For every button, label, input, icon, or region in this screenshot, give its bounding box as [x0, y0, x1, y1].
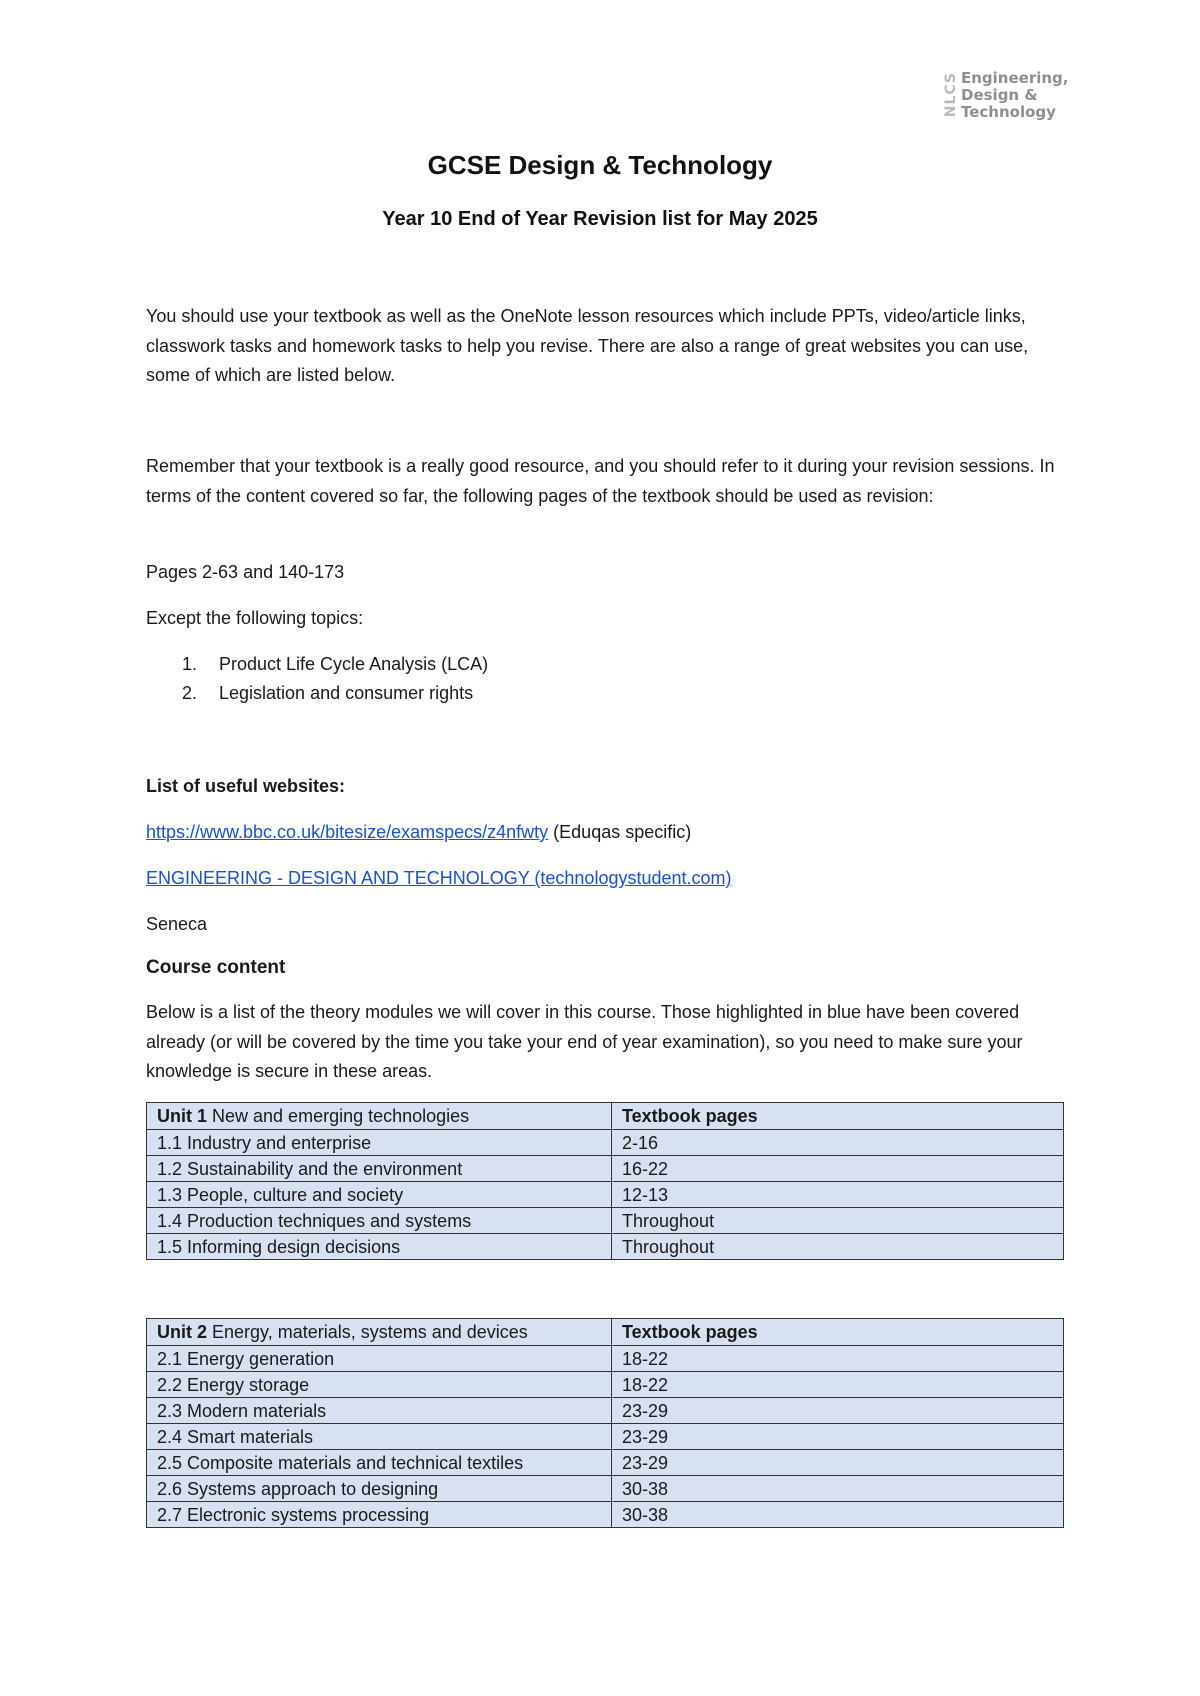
unit-title: New and emerging technologies [207, 1106, 470, 1126]
table-row [147, 1502, 1064, 1528]
pages-header-cell: Textbook pages [612, 1103, 1064, 1130]
topic-cell: 2.4 Smart materials [147, 1424, 612, 1450]
pages-cell: 2-16 [612, 1130, 1064, 1156]
pages-cell: 30-38 [612, 1502, 1064, 1528]
topic-cell: 2.5 Composite materials and technical textiles [147, 1450, 612, 1476]
pages-cell: 18-22 [612, 1372, 1064, 1398]
logo-text [961, 70, 1068, 121]
pages-text: Pages 2-63 and 140-173 [146, 562, 345, 582]
technologystudent-link[interactable]: ENGINEERING - DESIGN AND TECHNOLOGY (technologystudent.com) [146, 868, 732, 888]
logo-line: Technology [961, 103, 1056, 121]
document-title: GCSE Design & Technology [427, 150, 773, 180]
topic-cell: 1.4 Production techniques and systems [147, 1208, 612, 1234]
course-paragraph: Below is a list of the theory modules we will cover in this course. Those highlighted in blue have been covered already (or will be covered by the time you take your end of year examination), so you need to make sure your knowledge is secure in these areas. [146, 1002, 1023, 1081]
topic-cell: 2.1 Energy generation [147, 1346, 612, 1372]
list-text: Product Life Cycle Analysis (LCA) [219, 654, 489, 674]
unit-title-cell [147, 1319, 612, 1346]
bbc-line [146, 820, 691, 844]
table-row [147, 1182, 1064, 1208]
seneca-text: Seneca [146, 914, 208, 934]
table-row [147, 1156, 1064, 1182]
list-number: 1. [182, 654, 198, 674]
pages-cell: 23-29 [612, 1450, 1064, 1476]
logo-line: Design & [961, 86, 1038, 104]
intro-paragraph: You should use your textbook as well as the OneNote lesson resources which include PPTs, video/article links, classwork tasks and homework tasks to help you revise. There are also a range of great websites you can use, some of which are listed below. [146, 306, 1029, 385]
except-text: Except the following topics: [146, 608, 364, 628]
remember-paragraph: Remember that your textbook is a really good resource, and you should refer to it during your revision sessions. In terms of the content covered so far, the following pages of the textbook should be used as revision: [146, 456, 1055, 506]
pages-cell: 23-29 [612, 1398, 1064, 1424]
table-row [147, 1424, 1064, 1450]
table-row [147, 1398, 1064, 1424]
logo-line: Engineering, [961, 69, 1069, 87]
topic-cell: 1.3 People, culture and society [147, 1182, 612, 1208]
table-row [147, 1234, 1064, 1260]
table-header-row [147, 1103, 1064, 1130]
pages-cell: Throughout [612, 1208, 1064, 1234]
unit-title: Energy, materials, systems and devices [207, 1322, 528, 1342]
pages-cell: Throughout [612, 1234, 1064, 1260]
table-row [147, 1372, 1064, 1398]
unit1-table [146, 1102, 1064, 1260]
pages-cell: 23-29 [612, 1424, 1064, 1450]
table-row [147, 1130, 1064, 1156]
topic-cell: 2.7 Electronic systems processing [147, 1502, 612, 1528]
topic-cell: 1.5 Informing design decisions [147, 1234, 612, 1260]
bbc-bitesize-link[interactable]: https://www.bbc.co.uk/bitesize/examspecs/z4nfwty [146, 822, 549, 842]
nlcs-logo [943, 69, 1069, 122]
pages-cell: 30-38 [612, 1476, 1064, 1502]
topic-cell: 1.2 Sustainability and the environment [147, 1156, 612, 1182]
table-row [147, 1450, 1064, 1476]
document-subtitle: Year 10 End of Year Revision list for May 2025 [382, 208, 818, 230]
pages-header-cell: Textbook pages [612, 1319, 1064, 1346]
list-number: 2. [182, 683, 198, 703]
unit-label: Unit 2 [157, 1322, 208, 1342]
bbc-note: (Eduqas specific) [548, 822, 692, 842]
table-header-row [147, 1319, 1064, 1346]
unit-title-cell [147, 1103, 612, 1130]
unit2-table [146, 1318, 1064, 1528]
topic-cell: 1.1 Industry and enterprise [147, 1130, 612, 1156]
pages-cell: 16-22 [612, 1156, 1064, 1182]
tech-line [146, 866, 732, 890]
topic-cell: 2.3 Modern materials [147, 1398, 612, 1424]
table-row [147, 1346, 1064, 1372]
unit-label: Unit 1 [157, 1106, 208, 1126]
logo-side-text: NLCS [943, 72, 959, 118]
table-row [147, 1476, 1064, 1502]
websites-heading: List of useful websites: [146, 776, 346, 796]
pages-cell: 18-22 [612, 1346, 1064, 1372]
table-row [147, 1208, 1064, 1234]
topic-cell: 2.6 Systems approach to designing [147, 1476, 612, 1502]
course-heading: Course content [146, 957, 286, 978]
topic-cell: 2.2 Energy storage [147, 1372, 612, 1398]
list-text: Legislation and consumer rights [219, 683, 474, 703]
pages-cell: 12-13 [612, 1182, 1064, 1208]
